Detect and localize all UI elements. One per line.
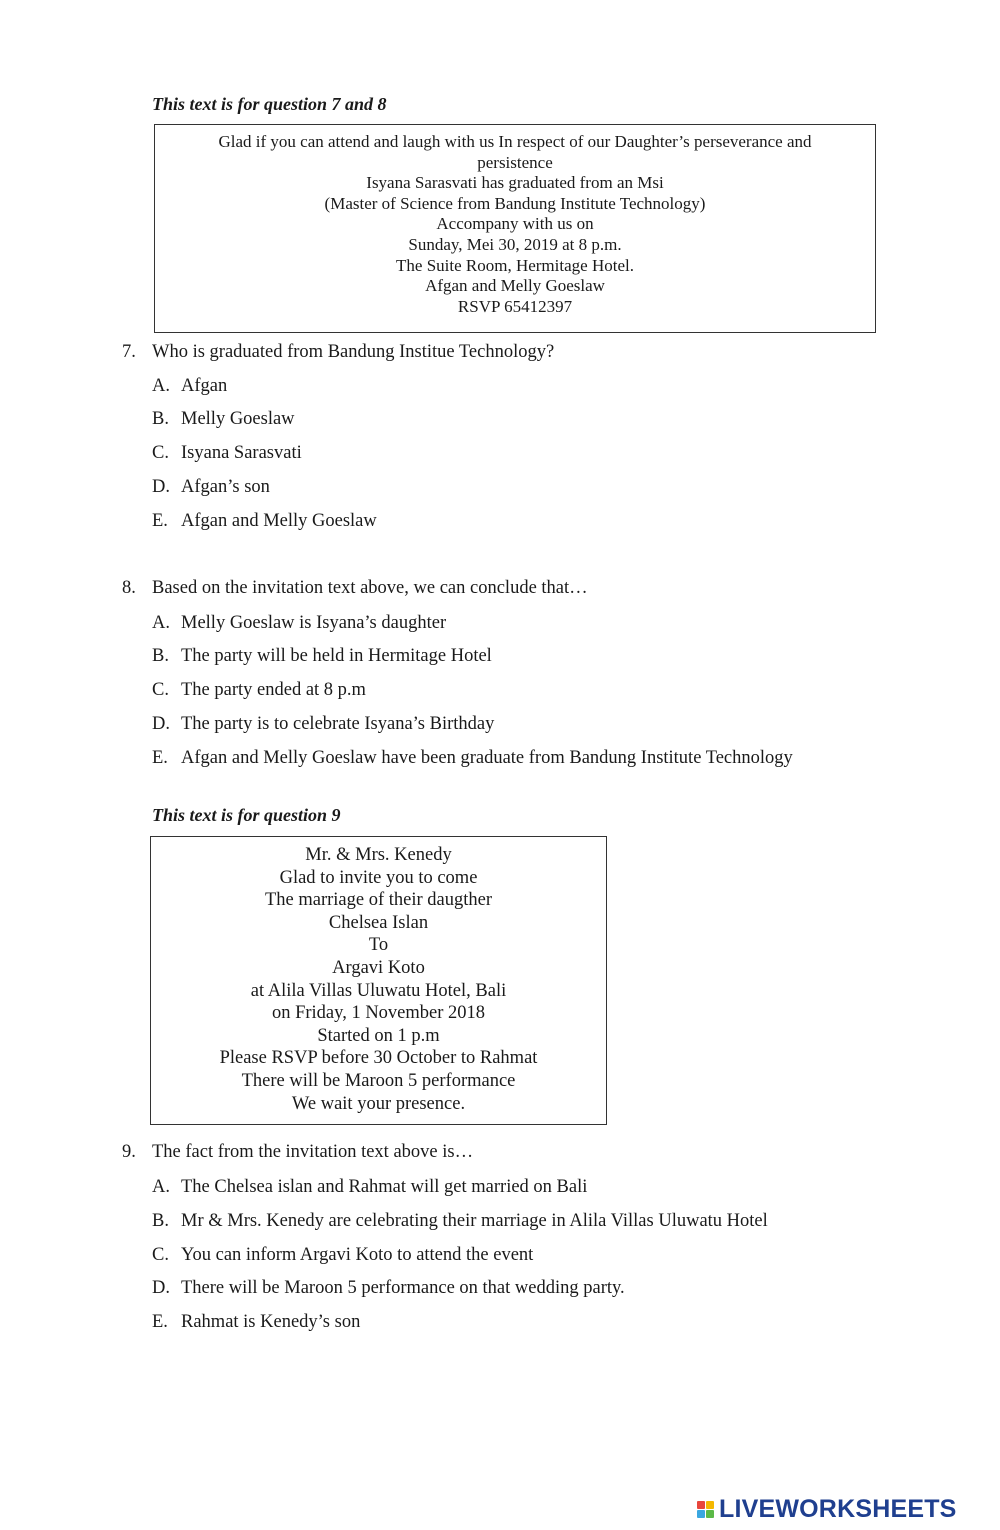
invitation-line: on Friday, 1 November 2018 — [271, 1003, 486, 1024]
option-text: Melly Goeslaw — [181, 409, 295, 429]
question-number: 9. — [122, 1142, 136, 1162]
invitation-line: RSVP 65412397 — [457, 296, 573, 316]
option-letter: B. — [152, 646, 169, 666]
option-text: You can inform Argavi Koto to attend the event — [181, 1245, 534, 1265]
invitation-line: Chelsea Islan — [328, 912, 429, 933]
invitation-line: Glad if you can attend and laugh with us In respect of our Daughter’s perseverance and persistence — [218, 132, 812, 172]
option-text: Isyana Sarasvati — [181, 443, 302, 463]
option-text: Melly Goeslaw is Isyana’s daughter — [181, 613, 447, 633]
invitation-line: There will be Maroon 5 performance — [241, 1070, 516, 1091]
option-text: The Chelsea islan and Rahmat will get married on Bali — [181, 1177, 588, 1197]
invitation-line: Accompany with us on — [436, 214, 594, 234]
option-letter: C. — [152, 1245, 169, 1265]
option-letter: C. — [152, 443, 169, 463]
invitation-line: Sunday, Mei 30, 2019 at 8 p.m. — [408, 234, 622, 254]
logo-square — [706, 1501, 714, 1509]
question-number: 8. — [122, 578, 136, 598]
option-text: The party ended at 8 p.m — [181, 680, 366, 700]
invitation-line: Glad to invite you to come — [279, 867, 478, 888]
option-text: Afgan and Melly Goeslaw have been graduate from Bandung Institute Technology — [181, 748, 793, 768]
option-letter: A. — [152, 1177, 170, 1197]
option-text: The party is to celebrate Isyana’s Birthday — [181, 714, 495, 734]
option-text: The party will be held in Hermitage Hotel — [181, 646, 492, 666]
option-letter: D. — [152, 714, 170, 734]
logo-square — [706, 1510, 714, 1518]
section-heading-q9: This text is for question 9 — [152, 805, 341, 825]
option-letter: D. — [152, 1278, 170, 1298]
option-letter: E. — [152, 511, 168, 531]
invitation-line: To — [368, 935, 389, 956]
logo-square — [697, 1510, 705, 1518]
option-text: Rahmat is Kenedy’s son — [181, 1312, 361, 1332]
question-number: 7. — [122, 342, 136, 362]
invitation-line: (Master of Science from Bandung Institute Technology) — [324, 193, 706, 213]
option-letter: E. — [152, 748, 168, 768]
option-letter: D. — [152, 477, 170, 497]
wedding-invitation-box — [150, 836, 607, 1125]
option-text: There will be Maroon 5 performance on that wedding party. — [181, 1278, 625, 1298]
option-text: Afgan — [181, 376, 228, 396]
invitation-line: The marriage of their daugther — [264, 890, 493, 911]
invitation-line: Mr. & Mrs. Kenedy — [305, 845, 452, 865]
option-text: Afgan’s son — [181, 477, 270, 497]
invitation-line: Isyana Sarasvati has graduated from an Msi — [366, 173, 664, 193]
section-heading-q7-8: This text is for question 7 and 8 — [152, 94, 387, 114]
invitation-line: Afgan and Melly Goeslaw — [425, 276, 605, 296]
invitation-line: The Suite Room, Hermitage Hotel. — [396, 255, 634, 275]
question-text: Who is graduated from Bandung Institue Technology? — [152, 342, 555, 362]
invitation-line: Started on 1 p.m — [317, 1025, 440, 1046]
option-text: Mr & Mrs. Kenedy are celebrating their marriage in Alila Villas Uluwatu Hotel — [181, 1211, 768, 1231]
logo-square — [697, 1501, 705, 1509]
question-text: The fact from the invitation text above is… — [152, 1142, 474, 1162]
option-letter: C. — [152, 680, 169, 700]
option-letter: B. — [152, 1211, 169, 1231]
question-text: Based on the invitation text above, we can conclude that… — [152, 578, 588, 598]
invitation-line: Please RSVP before 30 October to Rahmat — [219, 1048, 538, 1069]
invitation-line: We wait your presence. — [291, 1093, 466, 1114]
liveworksheets-logo — [697, 1495, 957, 1524]
brand-text: LIVEWORKSHEETS — [719, 1495, 957, 1523]
option-text: Afgan and Melly Goeslaw — [181, 511, 377, 531]
option-letter: E. — [152, 1312, 168, 1332]
invitation-line: Argavi Koto — [332, 957, 425, 978]
option-letter: A. — [152, 376, 170, 396]
logo-grid-icon — [697, 1501, 714, 1518]
option-letter: A. — [152, 613, 170, 633]
graduation-invitation-box — [154, 124, 876, 333]
option-letter: B. — [152, 409, 169, 429]
invitation-line: at Alila Villas Uluwatu Hotel, Bali — [250, 980, 507, 1001]
